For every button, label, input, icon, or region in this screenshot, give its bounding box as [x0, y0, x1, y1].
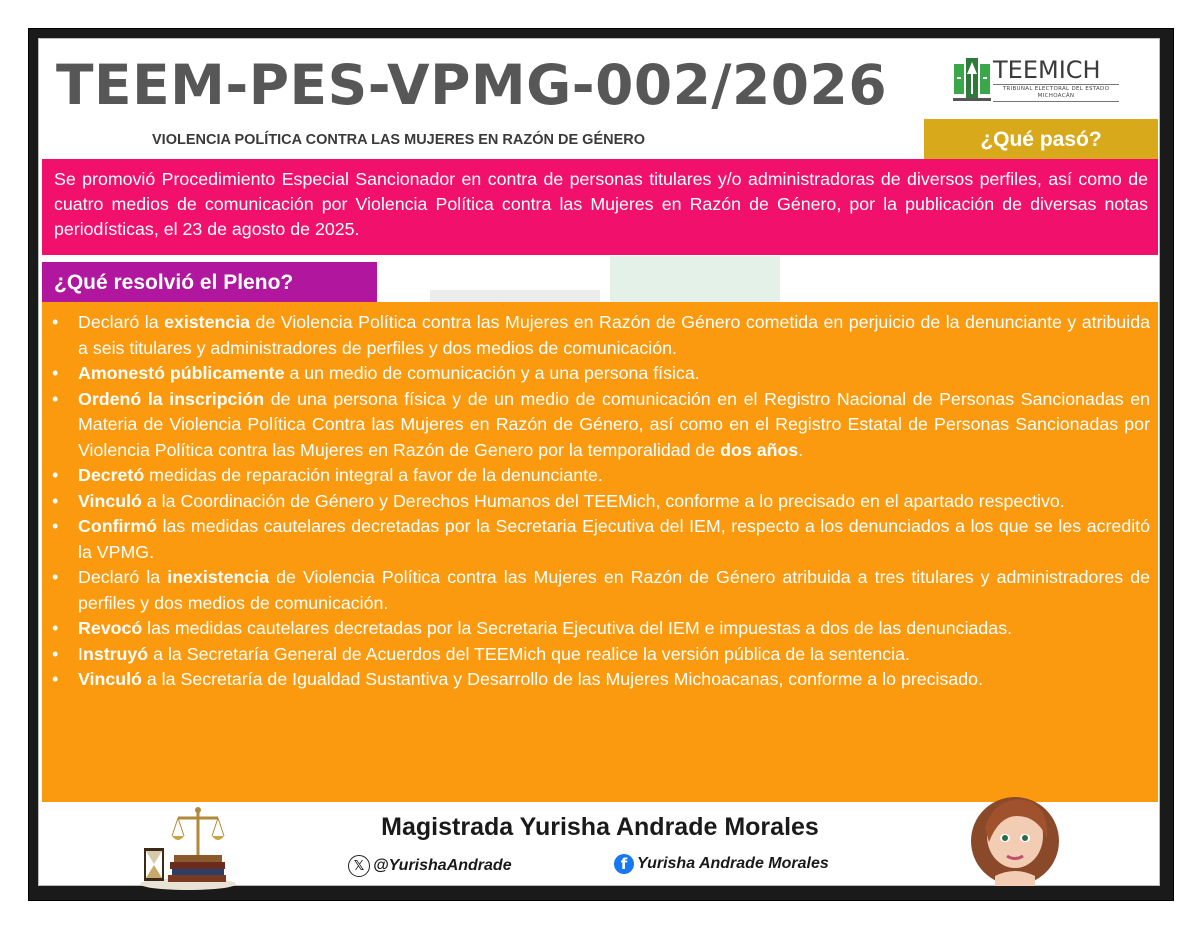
- resolution-item: [42, 642, 1158, 668]
- logo-subtext: [993, 86, 1119, 100]
- magistrate-name: Magistrada Yurisha Andrade Morales: [381, 813, 819, 841]
- resolution-item-text: las medidas cautelares decretadas por la Secretaria Ejecutiva del IEM e impuestas a dos de las denunciadas.: [142, 618, 1013, 638]
- logo-subtext-line2: MICHOACÁN: [1037, 93, 1075, 99]
- resolution-item-text: de Violencia Política contra las Mujeres en Razón de Género atribuida a tres titulares y administradores de perfiles y dos medios de comunicación.: [78, 567, 1150, 613]
- resolution-item-text: a la Secretaría de Igualdad Sustantiva y Desarrollo de las Mujeres Michoacanas, conforme a lo precisado.: [141, 669, 984, 689]
- que-paso-label: ¿Qué pasó?: [924, 119, 1158, 159]
- resolution-item-text: I: [78, 643, 83, 664]
- logo-subtext-line1: TRIBUNAL ELECTORAL DEL ESTADO: [1002, 86, 1110, 92]
- resolution-item-text: Declaró la: [78, 312, 165, 332]
- facebook-social-link[interactable]: [614, 852, 829, 876]
- background-graphic: [610, 256, 780, 304]
- resolution-item-text: de Violencia Política contra las Mujeres en Razón de Género cometida en perjuicio de la denunciante y atribuida a seis titulares y administradores de perfiles y dos medios de comunicación.: [78, 312, 1150, 358]
- resolution-item: [42, 361, 1158, 387]
- resolution-item-keyword: Decretó: [78, 465, 145, 485]
- facebook-logo-icon: f: [614, 854, 634, 874]
- resolution-item: [42, 514, 1158, 565]
- resolution-item-text: a la Coordinación de Género y Derechos Humanos del TEEMich, conforme a lo precisado en el apartado respectivo.: [141, 490, 1065, 511]
- que-paso-description: Se promovió Procedimiento Especial Sancionador en contra de personas titulares y/o administradoras de diversos perfiles, así como de cuatro medios de comunicación por Violencia Política contra las Mujeres en Razón de Género, por la publicación de diversas notas periodísticas, el 23 de agosto de 2025.: [42, 159, 1158, 255]
- resolution-item-keyword: Ordenó la inscripción: [78, 388, 265, 409]
- resolution-item-keyword: Amonestó públicamente: [78, 363, 285, 383]
- subtitle: VIOLENCIA POLÍTICA CONTRA LAS MUJERES EN RAZÓN DE GÉNERO: [152, 132, 646, 148]
- resolution-item-keyword: existencia: [164, 312, 251, 332]
- resolution-item-keyword: dos años: [720, 439, 799, 460]
- resolution-item-keyword: Confirmó: [78, 516, 158, 536]
- resolution-item-keyword: Vinculó: [78, 490, 142, 511]
- resolution-item-keyword: Vinculó: [78, 669, 142, 689]
- resolution-item-text: a un medio de comunicación y a una persona física.: [284, 363, 700, 383]
- logo-divider: [993, 84, 1119, 85]
- resolution-item: [42, 565, 1158, 616]
- tribunal-emblem-icon: [953, 54, 991, 106]
- resolution-item: [42, 667, 1158, 693]
- resolution-item-text: medidas de reparación integral a favor de la denunciante.: [144, 465, 603, 485]
- resolution-item-text: las medidas cautelares decretadas por la Secretaria Ejecutiva del IEM, respecto a los denunciados a los que se les acreditó la VPMG.: [78, 516, 1150, 562]
- teemich-logo: [953, 52, 1123, 108]
- resolution-item: [42, 463, 1158, 489]
- resolution-item: [42, 310, 1158, 361]
- x-social-link[interactable]: [348, 854, 512, 878]
- logo-divider-bottom: [993, 101, 1119, 102]
- resolution-item-text: .: [798, 439, 804, 460]
- resolution-item-text: a la Secretaría General de Acuerdos del TEEMich que realice la versión pública de la sentencia.: [148, 643, 910, 664]
- logo-wordmark: TEEMICH: [993, 56, 1101, 84]
- facebook-name: Yurisha Andrade Morales: [637, 855, 829, 872]
- case-number-title: TEEM-PES-VPMG-002/2026: [56, 53, 888, 117]
- x-handle: @YurishaAndrade: [373, 857, 512, 874]
- resolution-item-text: Declaró la: [78, 567, 168, 587]
- resolution-item-keyword: Revocó: [78, 618, 143, 638]
- resolution-item: [42, 387, 1158, 464]
- resolution-panel: [42, 302, 1158, 802]
- resolution-item: [42, 489, 1158, 515]
- resolution-item: [42, 616, 1158, 642]
- magistrate-avatar: [965, 786, 1065, 886]
- resolution-item-text: de una persona física y de un medio de comunicación en el Registro Nacional de Personas Sancionadas en Materia de Violencia Política Contra las Mujeres en Razón de Género, así como en el Registro Estatal de Personas Sancionadas por Violencia Política contra las Mujeres en Razón de Genero por la temporalidad de: [78, 388, 1150, 460]
- resolution-item-keyword: nstruyó: [82, 643, 149, 664]
- resolution-item-keyword: inexistencia: [167, 567, 270, 587]
- scales-of-justice-icon: [130, 800, 240, 892]
- x-logo-icon: 𝕏: [348, 855, 370, 877]
- que-resolvio-label: ¿Qué resolvió el Pleno?: [42, 262, 377, 302]
- resolution-list: [42, 310, 1158, 693]
